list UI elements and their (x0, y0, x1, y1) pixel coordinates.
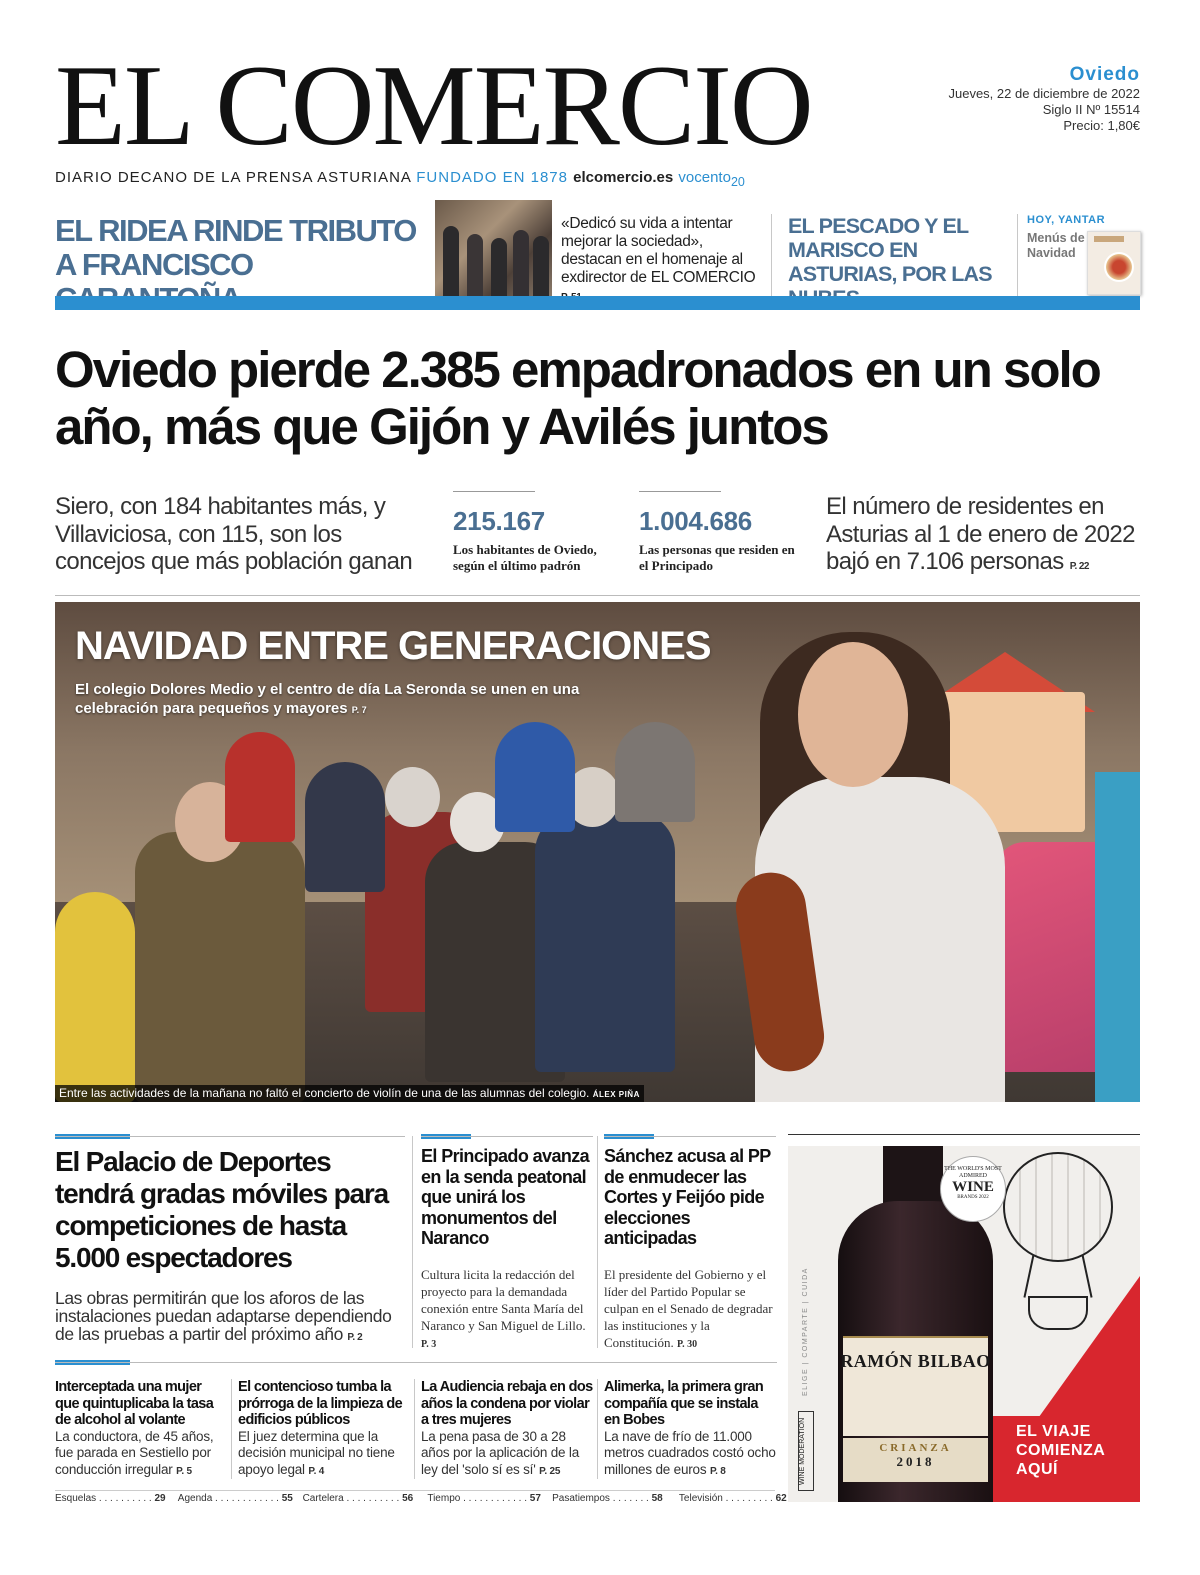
vocento-mark: 20 (730, 175, 745, 189)
section-divider (55, 595, 1140, 596)
page-ref: P. 22 (1069, 561, 1089, 572)
section-divider (55, 1136, 405, 1137)
issue-meta (948, 86, 1140, 134)
main-photo[interactable] (55, 602, 1140, 1102)
stat-value-principado: 1.004.686 (639, 506, 752, 536)
cover-dish (1104, 252, 1134, 282)
photo-title[interactable]: NAVIDAD ENTRE GENERACIONES (75, 624, 711, 668)
brief-audiencia[interactable] (421, 1379, 593, 1480)
page-index (55, 1490, 787, 1508)
ad-slogan: EL VIAJE COMIENZA AQUÍ (1016, 1423, 1105, 1478)
teaser-quote-text: «Dedicó su vida a intentar mejorar la sociedad», destacan en el homenaje al exdirector de EL COMERCIO (561, 215, 756, 286)
article-body-text: Las obras permitirán que los aforos de las instalaciones puedan adaptarse dependiendo de las pruebas a partir del próximo año (55, 1288, 392, 1344)
page-ref: P. 4 (308, 1465, 325, 1477)
masthead-tagline (55, 169, 745, 189)
article-body-text: El presidente del Gobierno y el líder del Partido Popular se culpan en el Senado de degradar las instituciones y la Constitución. (604, 1267, 773, 1350)
wine-advertisement[interactable] (788, 1146, 1140, 1502)
bottle-vintage-label (843, 1438, 988, 1482)
badge-bottom: BRANDS 2022 (957, 1195, 989, 1200)
ad-top-rule (788, 1134, 1140, 1135)
badge-main: WINE (952, 1179, 994, 1195)
index-item[interactable]: Televisión . . . . . . . . . 62 (678, 1493, 787, 1504)
column-divider (414, 1379, 415, 1479)
brief-alcohol[interactable] (55, 1379, 227, 1480)
masthead-title[interactable]: EL COMERCIO (55, 42, 812, 170)
page-ref: P. 5 (176, 1465, 192, 1477)
photo-figure (513, 230, 529, 296)
page-ref: P. 30 (676, 1339, 698, 1350)
brief-alimerka[interactable] (604, 1379, 776, 1480)
stat-label-principado: Las personas que residen en el Principado (639, 542, 795, 573)
column-divider (771, 214, 772, 296)
stat-rule (639, 491, 721, 492)
photo-subtitle-text: El colegio Dolores Medio y el centro de día La Seronda se unen en una celebración para pequeños y mayores (75, 681, 580, 717)
website-link[interactable]: elcomercio.es (573, 169, 674, 186)
column-divider (412, 1136, 413, 1348)
brief-contencioso[interactable] (238, 1379, 410, 1480)
brief-body: El juez determina que la decisión municipal no tiene apoyo legal P. 4 (238, 1428, 395, 1477)
play-slide-rail (1095, 772, 1140, 1102)
ad-side-text: ELIGE | COMPARTE | CUIDA (802, 1267, 809, 1396)
cover-masthead (1094, 236, 1124, 242)
teaser-headline-ridea[interactable]: EL RIDEA RINDE TRIBUTO A FRANCISCO (55, 213, 416, 282)
page-ref: P. 3 (421, 1339, 437, 1350)
audience-person (135, 832, 305, 1102)
supplement-section: HOY, YANTAR (1027, 214, 1106, 226)
wine-type: CRIANZA (879, 1442, 952, 1454)
violinist-face (798, 642, 908, 787)
index-item[interactable]: Agenda . . . . . . . . . . . . 55 (177, 1493, 293, 1504)
brief-headline: El contencioso tumba la prórroga de la limpieza de edificios públicos (238, 1379, 403, 1428)
audience-person (305, 762, 385, 892)
article-body-naranco (421, 1266, 593, 1353)
tagline-text: DIARIO DECANO DE LA PRENSA ASTURIANA (55, 169, 412, 186)
ad-brand: RAMÓN BILBAO (840, 1351, 991, 1371)
audience-person (225, 732, 295, 842)
article-headline-sanchez[interactable]: Sánchez acusa al PP de enmudecer las Cortes y Feijóo pide elecciones anticipadas (604, 1146, 771, 1248)
main-headline[interactable]: Oviedo pierde 2.385 empadronados en un solo año, más que Gijón y Avilés juntos (55, 341, 1100, 455)
stat-rule (453, 491, 535, 492)
stat-label-oviedo: Los habitantes de Oviedo, según el último padrón (453, 542, 597, 573)
photo-caption-text: Entre las actividades de la mañana no faltó el concierto de violín de una de las alumnas del colegio. (59, 1086, 590, 1100)
page-ref: P. 2 (347, 1332, 363, 1343)
edition-label: Oviedo (1069, 64, 1140, 85)
section-divider (55, 1362, 777, 1363)
photo-figure (533, 236, 549, 296)
audience-person (495, 722, 575, 832)
subhead-right (826, 493, 1146, 581)
photo-subtitle (75, 680, 595, 720)
award-badge (940, 1156, 1006, 1222)
photo-figure (467, 234, 483, 296)
article-body-palacio (55, 1289, 410, 1347)
index-item[interactable]: Pasatiempos . . . . . . . 58 (552, 1493, 663, 1504)
issue-price: Precio: 1,80€ (1063, 118, 1140, 133)
brief-headline: Interceptada una mujer que quintuplicaba la tasa de alcohol al volante (55, 1379, 214, 1428)
brief-body: La nave de frío de 11.000 metros cuadrados costó ocho millones de euros P. 8 (604, 1428, 776, 1477)
column-divider (1017, 214, 1018, 296)
page-ref: P. 7 (351, 705, 367, 715)
photo-figure (443, 226, 459, 296)
index-item[interactable]: Esquelas . . . . . . . . . . 29 (55, 1493, 166, 1504)
index-item[interactable]: Cartelera . . . . . . . . . . 56 (302, 1493, 414, 1504)
photo-credit: ÁLEX PIÑA (592, 1090, 640, 1099)
teaser-mid-text: EL PESCADO Y EL MARISCO EN ASTURIAS, POR LAS (788, 214, 992, 286)
hot-air-balloon-icon (1003, 1152, 1113, 1262)
photo-figure (491, 238, 507, 296)
blue-rule (55, 296, 1140, 310)
vocento-logo: vocento$_{20}$ (678, 169, 745, 189)
audience-person (55, 892, 135, 1102)
wine-vintage: 2018 (896, 1454, 935, 1469)
photo-audience (55, 722, 755, 1102)
balloon-basket-icon (1028, 1296, 1088, 1330)
brief-body: La pena pasa de 30 a 28 años por la aplicación de la ley del 'solo sí es sí' P. 25 (421, 1428, 580, 1477)
stat-value-oviedo: 215.167 (453, 506, 545, 536)
badge-top: THE WORLD'S MOST ADMIRED (944, 1166, 1002, 1179)
column-divider (597, 1136, 598, 1348)
subhead-left: Siero, con 184 habitantes más, y Villaviciosa, con 115, son los concejos que más población ganan (55, 493, 413, 575)
column-divider (231, 1379, 232, 1479)
teaser-photo-homenaje[interactable] (435, 200, 552, 296)
brief-headline: La Audiencia rebaja en dos años la condena por violar a tres mujeres (421, 1379, 593, 1428)
page-ref: P. 8 (709, 1465, 726, 1477)
article-body-text: Cultura licita la redacción del proyecto para la demandada conexión entre Santa María del Naranco y San Miguel de Lillo. (421, 1267, 586, 1333)
article-headline-naranco[interactable]: El Principado avanza en la senda peatonal que unirá los monumentos del Naranco (421, 1146, 590, 1248)
supplement-title[interactable]: Menús de Navidad (1027, 231, 1085, 260)
brief-headline: Alimerka, la primera gran compañía que se instala en Bobes (604, 1379, 764, 1428)
page-ref: P. 25 (539, 1465, 561, 1477)
supplement-cover-image[interactable] (1087, 231, 1141, 295)
teaser-quote[interactable] (561, 215, 766, 307)
issue-number: Siglo II Nº 15514 (1042, 102, 1140, 117)
article-body-sanchez (604, 1266, 776, 1353)
subhead-right-text: El número de residentes en Asturias al 1 de enero de 2022 bajó en 7.106 personas (826, 493, 1135, 575)
section-divider (604, 1136, 776, 1137)
article-headline-palacio[interactable]: El Palacio de Deportes tendrá gradas móviles para competiciones de hasta 5.000 espectadores (55, 1146, 388, 1273)
issue-date: Jueves, 22 de diciembre de 2022 (948, 86, 1140, 101)
audience-person (535, 812, 675, 1072)
column-divider (597, 1379, 598, 1479)
moderation-logo: WINE MODERATION (798, 1411, 814, 1491)
photo-caption (55, 1085, 644, 1102)
audience-person (615, 722, 695, 822)
founded-text: FUNDADO EN 1878 (416, 169, 568, 186)
index-item[interactable]: Tiempo . . . . . . . . . . . . 57 (427, 1493, 541, 1504)
section-divider (421, 1136, 593, 1137)
brief-body: La conductora, de 45 años, fue parada en Sestiello por conducción irregular P. 5 (55, 1428, 214, 1477)
audience-person (385, 767, 440, 827)
